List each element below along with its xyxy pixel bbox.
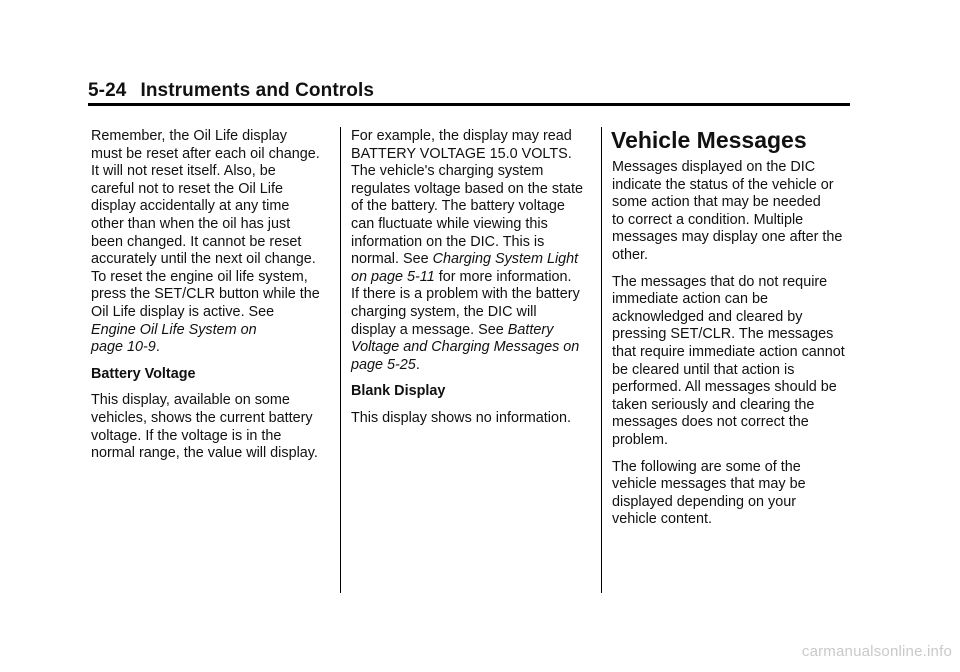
text-line: messages does not correct the [612,414,809,431]
text-line: can fluctuate while viewing this [351,215,548,232]
text-fragment: for more information. [434,268,572,285]
text-line: vehicle messages that may be [612,476,806,493]
messages-list-intro-paragraph [612,459,852,529]
text-line: Oil Life display is active. See [91,303,275,320]
column-3 [612,159,852,538]
text-line: regulates voltage based on the state [351,180,584,197]
battery-voltage-heading: Battery Voltage [91,365,196,382]
cross-reference-page[interactable]: on page 5-11 [351,268,435,285]
text-line: charging system, the DIC will [351,303,537,320]
text-line: pressing SET/CLR. The messages [612,326,834,343]
page-number: 5-24 [88,80,127,101]
text-fragment: display a message. See [351,321,508,338]
text-line: immediate action can be [612,291,768,308]
text-line: of the battery. The battery voltage [351,198,565,215]
text-line: normal range, the value will display. [91,445,318,462]
text-line: The messages that do not require [612,273,828,290]
text-line: Messages displayed on the DIC [612,159,816,175]
text-line: other. [612,246,649,263]
page-header [88,80,374,102]
text-line: careful not to reset the Oil Life [91,180,283,197]
text-line: indicate the status of the vehicle or [612,176,834,193]
text-line: been changed. It cannot be reset [91,233,302,250]
text-line: Remember, the Oil Life display [91,128,287,144]
text-line: vehicles, shows the current battery [91,409,313,426]
battery-voltage-paragraph [91,392,331,462]
column-2 [351,128,591,437]
blank-display-heading: Blank Display [351,383,446,400]
section-title: Vehicle Messages [611,127,807,153]
cross-reference-page[interactable]: page 10-9 [91,339,156,356]
text-line: taken seriously and clearing the [612,396,815,413]
text-line: display accidentally at any time [91,198,290,215]
messages-intro-paragraph [612,159,852,265]
text-line: voltage. If the voltage is in the [91,427,282,444]
cross-reference-link[interactable]: Charging System Light [432,251,579,268]
text-line: some action that may be needed [612,194,821,211]
text-line: displayed depending on your [612,493,797,510]
text-line: This display, available on some [91,392,290,409]
cross-reference-link[interactable]: Voltage and Charging Messages on [351,339,580,356]
cross-reference-page[interactable]: page 5-25 [351,356,416,373]
header-rule [88,103,850,106]
messages-clear-paragraph [612,274,852,450]
text-line: messages may display one after the [612,229,843,246]
cross-reference-link[interactable]: Engine Oil Life System on [91,321,257,338]
text-line: information on the DIC. This is [351,233,545,250]
text-fragment: . [155,339,160,356]
text-line: be cleared until that action is [612,361,795,378]
text-fragment: normal. See [351,251,433,268]
text-line: that require immediate action cannot [612,343,845,360]
text-line: To reset the engine oil life system, [91,268,308,285]
text-line: BATTERY VOLTAGE 15.0 VOLTS. [351,145,572,162]
text-line: problem. [612,431,668,448]
watermark: carmanualsonline.info [801,643,952,660]
text-line: vehicle content. [612,511,712,528]
blank-display-paragraph: This display shows no information. [351,409,571,426]
text-line: accurately until the next oil change. [91,251,316,268]
text-line: performed. All messages should be [612,379,837,396]
column-divider-1 [340,127,341,593]
text-line: It will not reset itself. Also, be [91,163,276,180]
text-line: For example, the display may read [351,128,572,144]
text-line: to correct a condition. Multiple [612,211,804,228]
column-divider-2 [601,127,602,593]
text-line: press the SET/CLR button while the [91,286,320,303]
oil-life-paragraph [91,128,331,357]
text-fragment: . [415,356,420,373]
text-line: acknowledged and cleared by [612,308,803,325]
chapter-title: Instruments and Controls [140,80,375,101]
battery-example-paragraph [351,128,591,374]
text-line: The vehicle's charging system [351,163,544,180]
text-line: The following are some of the [612,458,801,475]
cross-reference-link[interactable]: Battery [507,321,554,338]
text-line: If there is a problem with the battery [351,286,580,303]
text-line: must be reset after each oil change. [91,145,320,162]
column-1 [91,128,331,472]
text-line: other than when the oil has just [91,215,291,232]
